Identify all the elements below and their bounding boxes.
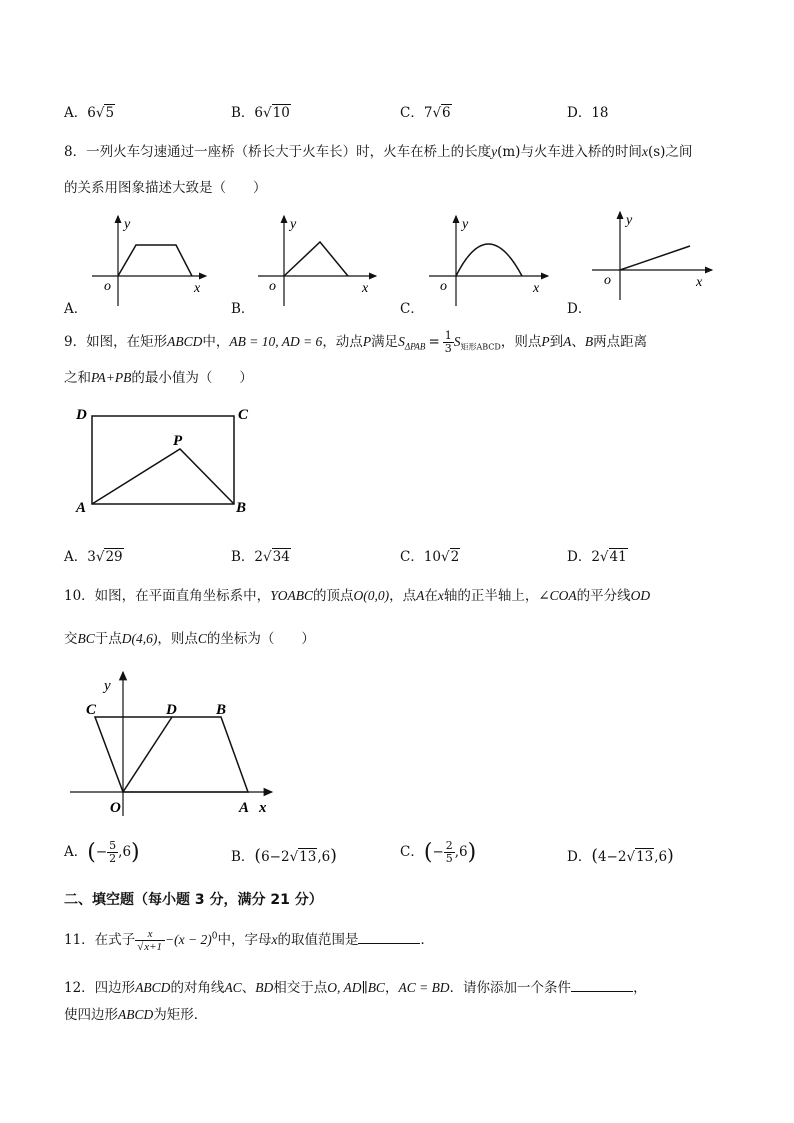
quad-name: ABCD xyxy=(135,980,171,995)
exponent: 0 xyxy=(211,931,218,942)
sqrt xyxy=(441,549,460,565)
curve-line xyxy=(620,246,690,270)
segment-bc: BC xyxy=(77,631,95,646)
q8-text: 8．一列火车匀速通过一座桥（桥长大于火车长）时，火车在桥上的长度 xyxy=(64,144,492,160)
q12-text: ， xyxy=(384,980,399,996)
q8-text-end: 之间 xyxy=(665,144,693,160)
label-o: o xyxy=(604,273,611,288)
option-tail: ,6 xyxy=(454,844,468,860)
label-o: o xyxy=(269,279,276,294)
label-y: y xyxy=(462,217,469,232)
option-coef: 2 xyxy=(591,549,600,565)
option-tail: ,6 xyxy=(317,849,331,865)
label-x: x xyxy=(362,281,369,296)
radicand: 5 xyxy=(105,105,115,121)
option-label: A． xyxy=(64,844,88,860)
option-coef: 10 xyxy=(423,549,442,565)
option-pre: 6−2 xyxy=(261,849,290,865)
q12-text: 相交于点 xyxy=(273,980,328,996)
option-label: A． xyxy=(64,105,88,121)
sqrt xyxy=(263,549,291,565)
option-label: B． xyxy=(231,549,255,565)
q10-line2 xyxy=(64,627,315,647)
q9-text: 、 xyxy=(571,334,585,350)
q9-line1 xyxy=(64,330,647,355)
q12-text: ．请你添加一个条件 xyxy=(449,980,572,996)
label-x: x xyxy=(259,800,267,816)
option-coef: 7 xyxy=(423,105,433,121)
point-c: C xyxy=(197,631,207,646)
fraction-expression xyxy=(135,928,165,953)
frac-num: 1 xyxy=(444,329,452,342)
label-y: y xyxy=(290,217,297,232)
label-y: y xyxy=(124,217,131,232)
q12-text: 使四边形 xyxy=(64,1007,118,1023)
label-c: C xyxy=(86,702,97,718)
label-p: P xyxy=(173,433,183,449)
q11-text: 的取值范围是 xyxy=(277,932,359,948)
q10-text: 的坐标为（ ） xyxy=(206,631,315,647)
curve-trapezoid xyxy=(118,245,192,276)
label-a: A xyxy=(239,800,250,816)
option-tail: ,6 xyxy=(654,849,668,865)
q12-condition: AC = BD xyxy=(398,980,450,995)
option-label: D． xyxy=(567,549,592,565)
option-label: C． xyxy=(400,105,424,121)
option-coef: 2 xyxy=(254,549,264,565)
label-o: o xyxy=(440,279,447,294)
q11-text: 中，字母 xyxy=(217,932,272,948)
label-y: y xyxy=(104,678,111,694)
label-d: D xyxy=(76,407,87,423)
q10-option-c: C．(− $\frac{2}{5}$ ,6) xyxy=(400,839,477,865)
radicand: 2 xyxy=(450,549,460,565)
option-coef: 3 xyxy=(87,549,96,565)
q10-text: 10．如图，在平面直角坐标系中， xyxy=(64,588,271,604)
point-p: P xyxy=(362,334,372,349)
q7-option-b xyxy=(231,101,291,121)
segments-pa-pb xyxy=(92,449,234,504)
label-d: D xyxy=(166,702,177,718)
q10-text: ，点 xyxy=(389,588,417,604)
frac-den xyxy=(135,941,165,953)
q12-text: ， xyxy=(633,980,647,996)
q12-text: 、 xyxy=(241,980,256,996)
q9-text: 到 xyxy=(549,334,564,350)
q10-option-b: B．(6−2√ 13,6) xyxy=(231,845,337,866)
answer-blank[interactable] xyxy=(571,979,633,992)
q7-option-c xyxy=(400,101,452,121)
q10-text: 在 xyxy=(424,588,438,604)
q7-option-d xyxy=(567,101,609,121)
q9-option-d xyxy=(567,545,628,565)
unit-m: (m) xyxy=(497,144,521,160)
q9-text: 之和 xyxy=(64,370,91,386)
radicand: 13 xyxy=(299,849,317,865)
option-coef: 6 xyxy=(87,105,96,121)
label-o: o xyxy=(104,279,111,294)
segment-bd: BD xyxy=(255,980,274,995)
point-p: P xyxy=(541,334,550,349)
q10-figure xyxy=(66,666,286,826)
q8-option-d-label: D． xyxy=(567,301,592,317)
graph-d xyxy=(592,212,712,300)
point-a: A xyxy=(563,334,572,349)
area-s: S xyxy=(453,334,461,349)
q9-option-b xyxy=(231,545,291,565)
label-o: O xyxy=(110,800,121,816)
radicand: 10 xyxy=(272,105,290,121)
q11-text: 11．在式子 xyxy=(64,932,136,948)
q12-text: 的对角线 xyxy=(170,980,225,996)
q10-text: 于点 xyxy=(94,631,122,647)
option-tail: ,6 xyxy=(118,844,132,860)
option-label: C． xyxy=(400,549,424,565)
curve-triangle xyxy=(284,242,348,276)
q9-text: 中， xyxy=(202,334,230,350)
q9-figure xyxy=(70,400,260,520)
q9-option-c xyxy=(400,545,460,565)
option-label: C． xyxy=(400,844,424,860)
equals: = xyxy=(428,334,440,350)
var-x: x xyxy=(641,144,648,159)
q9-text: 的最小值为（ ） xyxy=(131,370,253,386)
q12-text: 12．四边形 xyxy=(64,980,136,996)
label-y: y xyxy=(626,213,633,228)
option-label: D． xyxy=(567,849,592,865)
q9-text: 两点距离 xyxy=(593,334,648,350)
q12-text: 为矩形． xyxy=(153,1007,208,1023)
fraction xyxy=(107,840,118,865)
radicand: 13 xyxy=(636,849,654,865)
frac-den: 3 xyxy=(444,342,452,355)
parallelogram-name: YOABC xyxy=(270,588,313,603)
q10-text: 的平分线 xyxy=(576,588,631,604)
radicand: 34 xyxy=(272,549,290,565)
point-b: B xyxy=(584,334,594,349)
q8-line2: 的关系用图象描述大致是（ ） xyxy=(64,180,267,196)
q9-sum: PA+PB xyxy=(91,370,132,385)
q10-option-a: A．(− $\frac{5}{2}$ ,6) xyxy=(64,839,140,865)
sqrt xyxy=(290,849,318,865)
sqrt xyxy=(96,105,115,121)
area-s: S xyxy=(398,334,405,349)
label-x: x xyxy=(194,281,201,296)
label-b: B xyxy=(216,702,227,718)
option-label: B． xyxy=(231,849,255,865)
graph-a xyxy=(92,216,206,306)
radicand: 6 xyxy=(442,105,451,121)
var-x: x xyxy=(271,932,278,947)
q8-option-a-label: A． xyxy=(64,301,88,317)
sqrt xyxy=(263,105,291,121)
q10-option-d: D．(4−2√ 13,6) xyxy=(567,845,674,866)
unit-s: (s) xyxy=(647,144,666,160)
point-d: D(4,6) xyxy=(121,631,158,646)
option-pre: 4−2 xyxy=(597,849,627,865)
q12-condition: O, AD∥BC xyxy=(327,980,385,995)
segment-od: OD xyxy=(630,588,651,603)
radicand: 41 xyxy=(609,549,627,565)
frac-num: 5 xyxy=(109,839,117,852)
q11-line xyxy=(64,928,434,953)
q12-line2 xyxy=(64,1003,207,1023)
q11-expr: −(x − 2) xyxy=(165,932,212,947)
label-b: B xyxy=(236,500,247,516)
rect-name: ABCD xyxy=(167,334,203,349)
q8-option-b-label: B． xyxy=(231,301,255,317)
q9-condition: AB = 10, AD = 6 xyxy=(229,334,323,349)
sqrt xyxy=(137,941,163,953)
bisector-od xyxy=(123,717,172,792)
fraction-one-third xyxy=(443,330,454,355)
label-c: C xyxy=(238,407,249,423)
var-x: x xyxy=(437,588,444,603)
q10-text: ，则点 xyxy=(157,631,198,647)
q10-text: 的顶点 xyxy=(312,588,354,604)
option-label: B． xyxy=(231,105,255,121)
point-a: A xyxy=(416,588,425,603)
q8-line1 xyxy=(64,140,692,160)
q8-text-mid: 与火车进入桥的时间 xyxy=(520,144,642,160)
var-y: y xyxy=(491,144,498,159)
parallelogram-oabc xyxy=(95,717,248,792)
area-sub-triangle: ΔPAB xyxy=(404,341,426,352)
q10-text: 轴的正半轴上， xyxy=(443,588,539,604)
label-a: A xyxy=(76,500,87,516)
option-text: 18 xyxy=(591,105,609,121)
section-heading: 二、填空题（每小题 3 分，满分 21 分） xyxy=(64,892,323,908)
sqrt xyxy=(626,849,654,865)
q10-text: 交 xyxy=(64,631,78,647)
angle-coa: ∠COA xyxy=(538,588,577,603)
q10-line1 xyxy=(64,584,650,604)
option-coef: 6 xyxy=(254,105,264,121)
frac-num: 2 xyxy=(445,839,453,852)
answer-blank[interactable] xyxy=(358,931,420,944)
area-sub-rect: 矩形ABCD xyxy=(460,342,501,352)
graph-c xyxy=(429,216,548,306)
q9-line2 xyxy=(64,366,253,386)
curve-arch xyxy=(456,244,522,276)
label-x: x xyxy=(533,281,540,296)
q9-text: ，动点 xyxy=(322,334,363,350)
segment-ac: AC xyxy=(224,980,242,995)
q9-text: 满足 xyxy=(371,334,399,350)
q8-option-c-label: C． xyxy=(400,301,424,317)
graph-b xyxy=(258,216,376,306)
q12-line1 xyxy=(64,976,647,996)
q11-text: ． xyxy=(420,932,434,948)
frac-den: 2 xyxy=(109,852,117,865)
option-label: D． xyxy=(567,105,592,121)
point-o: O(0,0) xyxy=(353,588,390,603)
frac-den: 5 xyxy=(445,852,453,865)
frac-num: x xyxy=(135,928,165,941)
q9-text: 9．如图，在矩形 xyxy=(64,334,168,350)
sqrt xyxy=(96,549,124,565)
q9-option-a xyxy=(64,545,124,565)
sqrt xyxy=(432,105,451,121)
quad-name: ABCD xyxy=(118,1007,154,1022)
label-x: x xyxy=(696,275,703,290)
option-label: A． xyxy=(64,549,88,565)
q9-text: ，则点 xyxy=(500,334,542,350)
q7-option-a xyxy=(64,101,115,121)
sqrt xyxy=(600,549,628,565)
radicand: x+1 xyxy=(144,941,163,953)
radicand: 29 xyxy=(105,549,123,565)
fraction xyxy=(444,840,455,865)
